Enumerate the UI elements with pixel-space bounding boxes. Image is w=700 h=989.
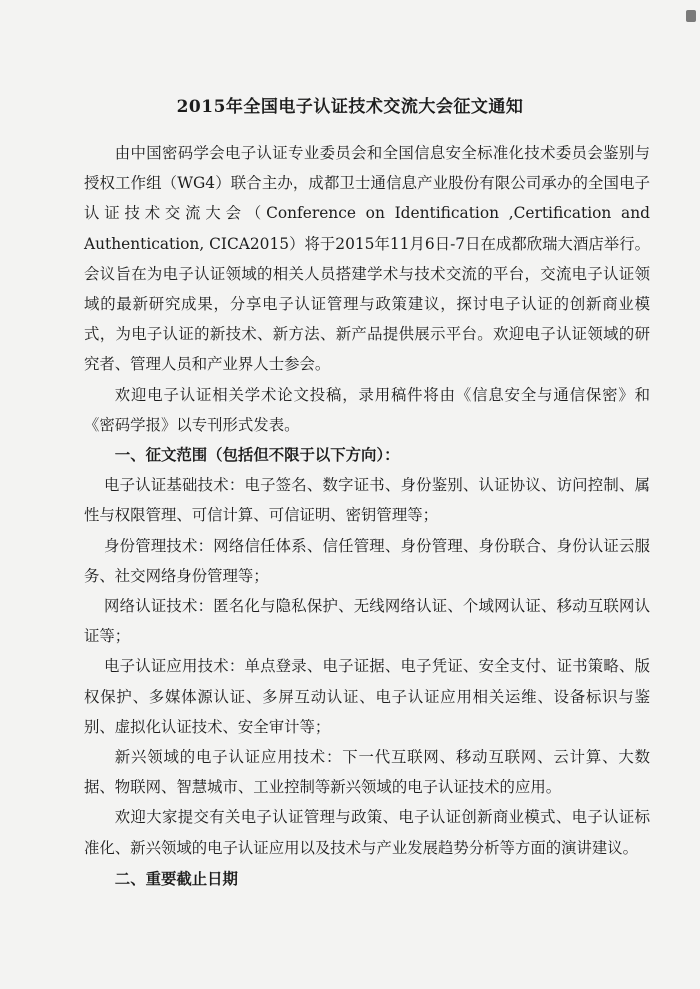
topic-basic-tech: 电子认证基础技术：电子签名、数字证书、身份鉴别、认证协议、访问控制、属性与权限管理、可信计算、可信证明、密钥管理等； xyxy=(84,476,650,525)
topic-application-tech: 电子认证应用技术：单点登录、电子证据、电子凭证、安全支付、证书策略、版权保护、多媒体源认证、多屏互动认证、电子认证应用相关运维、设备标识与鉴别、虚拟化认证技术、安全审计等； xyxy=(84,657,650,736)
closing-paragraph: 欢迎大家提交有关电子认证管理与政策、电子认证创新商业模式、电子认证标准化、新兴领域的电子认证应用以及技术与产业发展趋势分析等方面的演讲建议。 xyxy=(84,808,650,857)
section-1-heading: 一、征文范围（包括但不限于以下方向）： xyxy=(114,446,400,465)
submission-paragraph: 欢迎电子认证相关学术论文投稿，录用稿件将由《信息安全与通信保密》和《密码学报》以专刊形式发表。 xyxy=(84,385,650,434)
document-body xyxy=(84,138,650,894)
section-2-heading: 二、重要截止日期 xyxy=(114,869,238,888)
topic-identity-management: 身份管理技术：网络信任体系、信任管理、身份管理、身份联合、身份认证云服务、社交网络身份管理等； xyxy=(84,536,650,585)
topic-emerging-fields: 新兴领域的电子认证应用技术：下一代互联网、移动互联网、云计算、大数据、物联网、智慧城市、工业控制等新兴领域的电子认证技术的应用。 xyxy=(84,748,650,797)
topic-network-auth: 网络认证技术：匿名化与隐私保护、无线网络认证、个域网认证、移动互联网认证等； xyxy=(84,597,650,646)
page-title: 2015年全国电子认证技术交流大会征文通知 xyxy=(176,97,524,117)
intro-paragraph: 由中国密码学会电子认证专业委员会和全国信息安全标准化技术委员会鉴别与授权工作组（WG4）联合主办，成都卫士通信息产业股份有限公司承办的全国电子认证技术交流大会（Conference on Identification ,Certification and Authentication, CICA2015）将于2015年11月6日-7日在成都欣瑞大酒店举行。会议旨在为电子认证领域的相关人员搭建学术与技术交流的平台，交流电子认证领域的最新研究成果，分享电子认证管理与政策建议，探讨电子认证的创新商业模式，为电子认证的新技术、新方法、新产品提供展示平台。欢迎电子认证领域的研究者、管理人员和产业界人士参会。 xyxy=(84,144,650,374)
scan-corner-mark xyxy=(686,10,696,22)
